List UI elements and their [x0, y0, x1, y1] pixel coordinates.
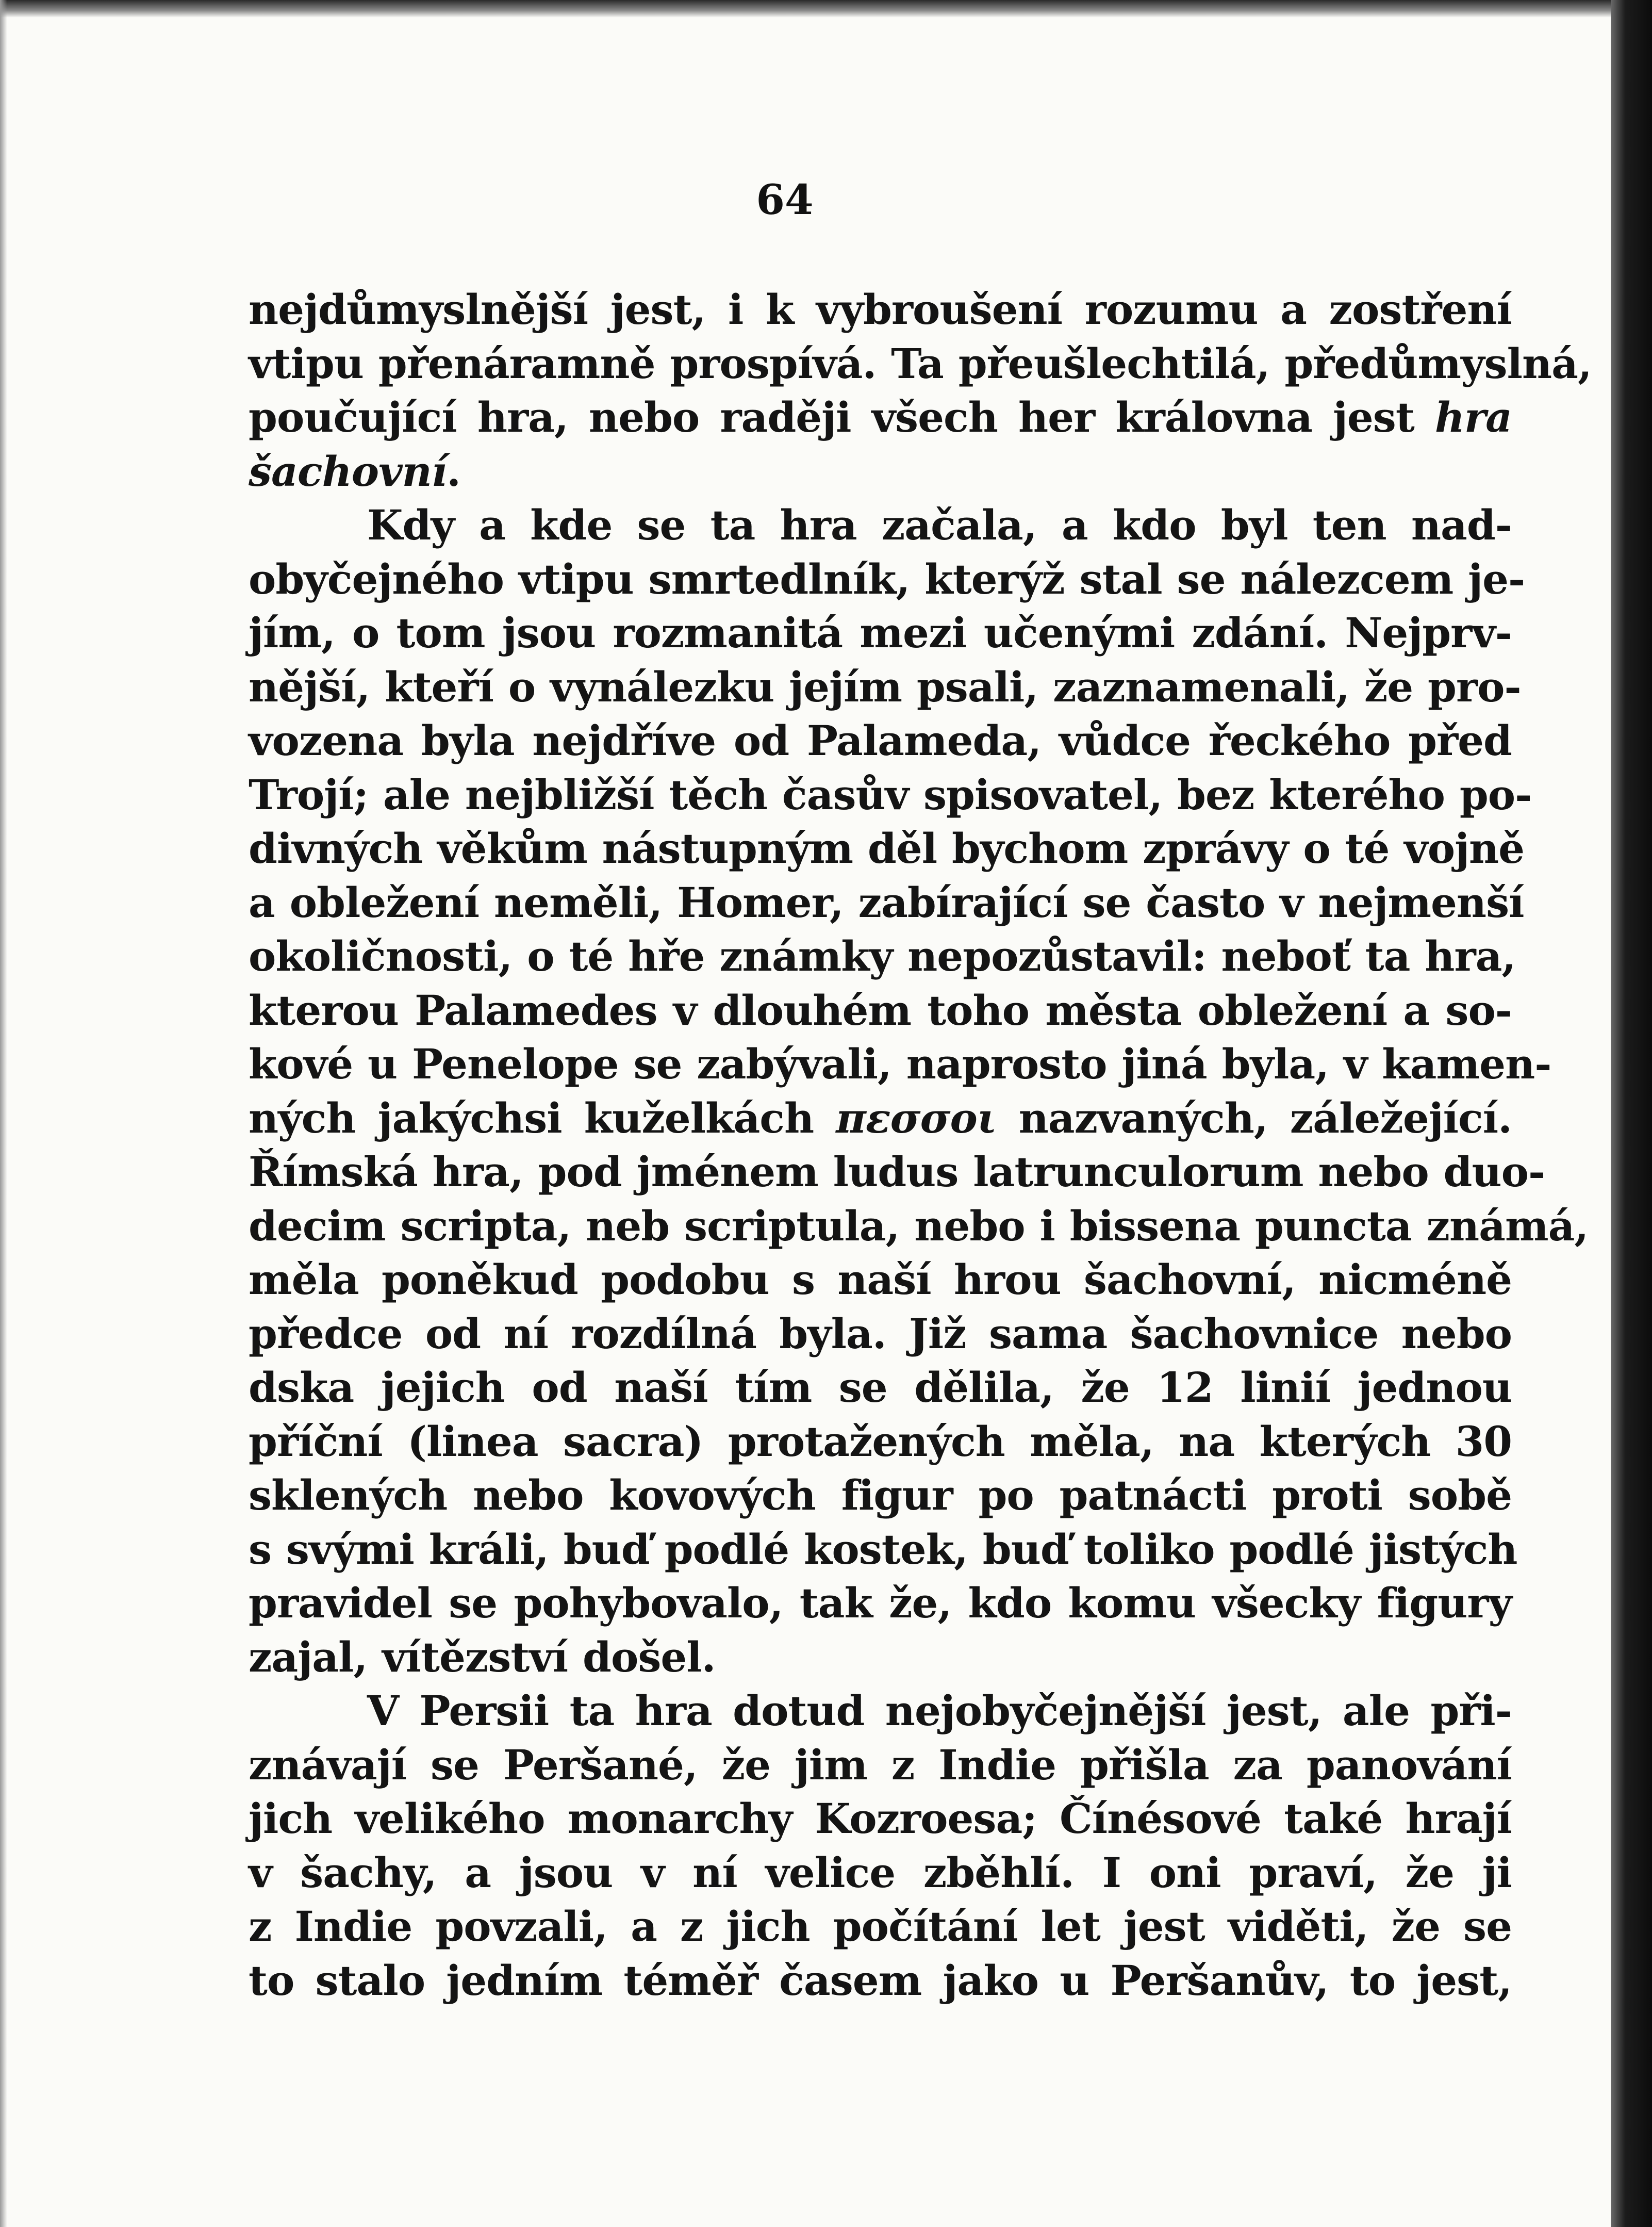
body-text [249, 283, 1592, 2007]
text-line: a obležení neměli, Homer, zabírající se často v nejmenší [249, 878, 1524, 927]
text-line: pravidel se pohybovalo, tak že, kdo komu všecky figury [249, 1579, 1512, 1627]
italic-term: šachovní [249, 447, 447, 496]
text-line: divných věkům nástupným děl bychom zprávy o té vojně [249, 824, 1525, 873]
text-line: obyčejného vtipu smrtedlník, kterýž stal se nálezcem je- [249, 554, 1525, 603]
text-line: ných jakýchsi kuželkách πεσσοι nazvaných, záležející. [249, 1093, 1512, 1142]
text-line: z Indie povzali, a z jich počítání let jest viděti, že se [249, 1902, 1512, 1951]
text-line: zajal, vítězství došel. [249, 1632, 716, 1681]
page-number: 64 [756, 175, 814, 224]
page-left-edge [0, 0, 7, 2227]
text-line: předce od ní rozdílná byla. Již sama šachovnice nebo [249, 1309, 1512, 1358]
text-line: měla poněkud podobu s naší hrou šachovní, nicméně [249, 1255, 1512, 1304]
text-line: příční (linea sacra) protažených měla, na kterých 30 [249, 1417, 1512, 1466]
text-line: sklených nebo kovových figur po patnácti proti sobě [249, 1471, 1512, 1519]
text-line: vtipu přenáramně prospívá. Ta přeušlechtilá, předůmyslná, [249, 339, 1592, 388]
text-line: jich velikého monarchy Kozroesa; Čínésové také hrají [249, 1794, 1512, 1843]
text-line: v šachy, a jsou v ní velice zběhlí. I oni praví, že ji [249, 1848, 1512, 1897]
text-line: vozena byla nejdříve od Palameda, vůdce řeckého před [249, 716, 1512, 765]
text-line: kové u Penelope se zabývali, naprosto jiná byla, v kamen- [249, 1040, 1551, 1088]
text-line: šachovní. [249, 447, 461, 496]
text-line: to stalo jedním téměř časem jako u Peršanův, to jest, [249, 1956, 1512, 2005]
text-line: s svými králi, buď podlé kostek, buď toliko podlé jistých [249, 1525, 1517, 1574]
text-line: nejdůmyslnější jest, i k vybroušení rozumu a zostření [249, 285, 1512, 334]
paragraph-first-line: Kdy a kde se ta hra začala, a kdo byl ten nad- [367, 501, 1512, 549]
italic-term: hra [1434, 393, 1512, 441]
text-line: Římská hra, pod jménem ludus latrunculorum nebo duo- [249, 1148, 1545, 1196]
text-line: Trojí; ale nejbližší těch časův spisovatel, bez kterého po- [249, 770, 1532, 819]
text-line: okoličnosti, o té hře známky nepozůstavil: neboť ta hra, [249, 932, 1516, 980]
text-line: poučující hra, nebo raději všech her královna jest hra [249, 393, 1512, 441]
page-top-edge [0, 0, 1652, 18]
text-line: znávají se Peršané, že jim z Indie přišla za panování [249, 1740, 1512, 1789]
page-right-edge [1611, 0, 1652, 2227]
paragraph-first-line: V Persii ta hra dotud nejobyčejnější jest, ale při- [367, 1686, 1512, 1735]
text-line: dska jejich od naší tím se dělila, že 12 linií jednou [249, 1363, 1512, 1412]
text-line: decim scripta, neb scriptula, nebo i bissena puncta známá, [249, 1201, 1589, 1250]
text-line: kterou Palamedes v dlouhém toho města obležení a so- [249, 986, 1512, 1035]
text-line: nější, kteří o vynálezku jejím psali, zaznamenali, že pro- [249, 662, 1521, 711]
greek-term: πεσσοι [836, 1093, 997, 1142]
text-line: jím, o tom jsou rozmanitá mezi učenými zdání. Nejprv- [249, 609, 1512, 657]
